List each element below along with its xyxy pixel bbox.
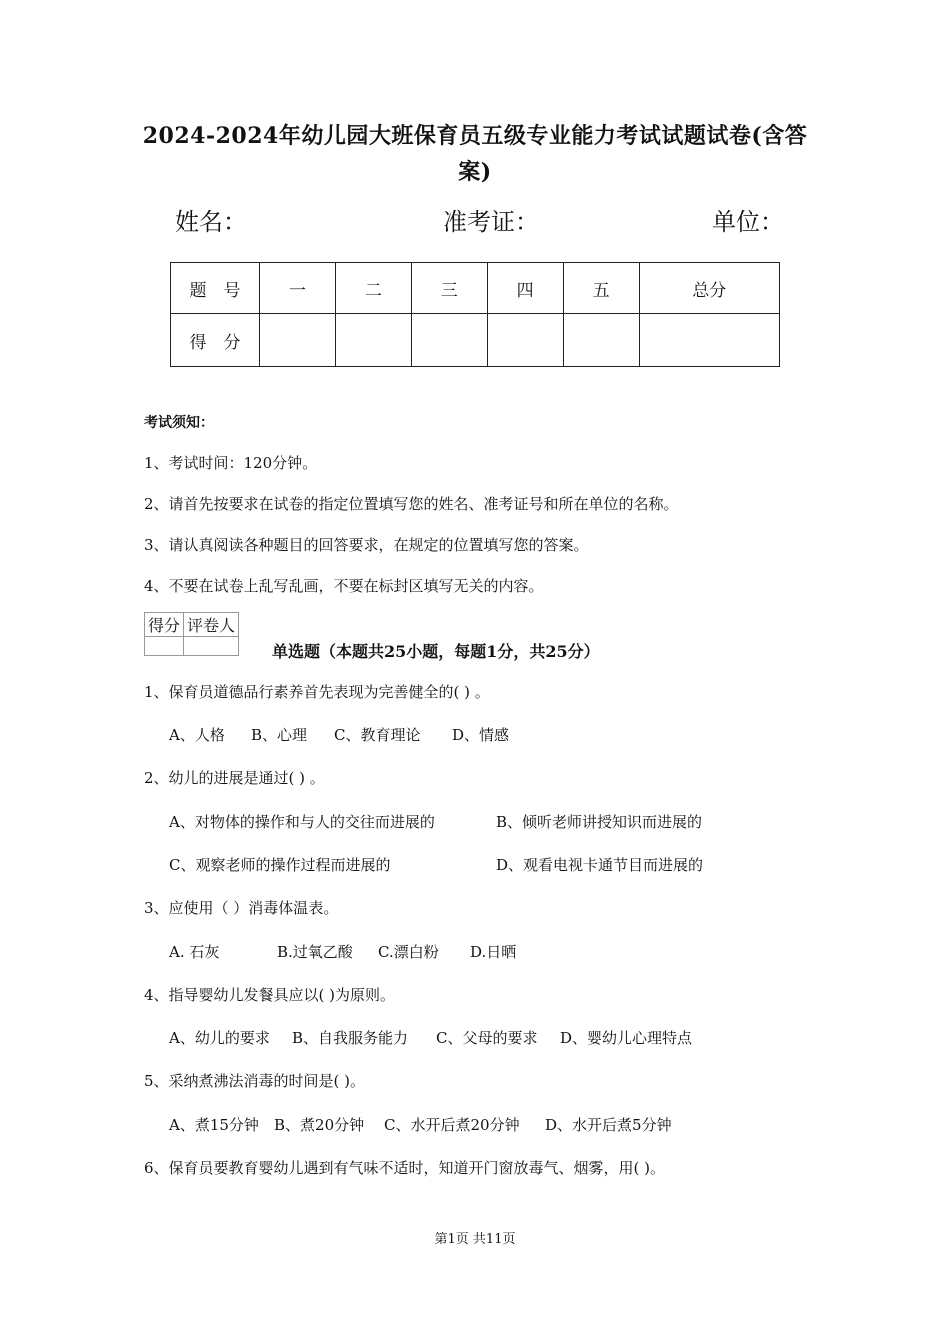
- question-text: 2、幼儿的进展是通过( ) 。: [144, 769, 325, 787]
- score-table-header-row: [171, 263, 780, 314]
- score-header-cell: 题 号: [171, 263, 260, 314]
- score-row-label: 得 分: [171, 314, 260, 367]
- candidate-fields: [175, 202, 785, 242]
- score-cell[interactable]: [260, 314, 336, 367]
- question-option: B.过氧乙酸: [277, 943, 353, 961]
- question-text: 3、应使用（ ）消毒体温表。: [144, 899, 339, 917]
- question-option: B、倾听老师讲授知识而进展的: [496, 813, 703, 831]
- question-option: C.漂白粉: [378, 943, 439, 961]
- title-line-2: 案): [458, 159, 492, 185]
- score-header-cell: 二: [335, 263, 411, 314]
- question-option: C、教育理论: [334, 726, 421, 744]
- question-option: B、自我服务能力: [292, 1029, 409, 1047]
- score-table: [170, 262, 780, 367]
- score-header-cell: 一: [260, 263, 336, 314]
- score-cell[interactable]: [335, 314, 411, 367]
- score-cell[interactable]: [639, 314, 779, 367]
- question-option: A. 石灰: [169, 943, 220, 961]
- grader-score-cell[interactable]: [145, 637, 184, 656]
- question-option: D、情感: [452, 726, 510, 744]
- question-option: C、水开后煮20分钟: [384, 1116, 520, 1134]
- question-option: C、父母的要求: [436, 1029, 538, 1047]
- question-option: A、对物体的操作和与人的交往而进展的: [169, 813, 435, 831]
- question-option: A、煮15分钟: [169, 1116, 259, 1134]
- note-item: 2、请首先按要求在试卷的指定位置填写您的姓名、准考证号和所在单位的名称。: [144, 495, 679, 513]
- name-field-label: 姓名：: [175, 208, 247, 236]
- score-cell[interactable]: [487, 314, 563, 367]
- score-cell[interactable]: [563, 314, 639, 367]
- grader-score-label: 得分: [145, 613, 184, 637]
- question-text: 5、采纳煮沸法消毒的时间是( )。: [144, 1072, 366, 1090]
- score-header-cell: 四: [487, 263, 563, 314]
- score-cell[interactable]: [411, 314, 487, 367]
- document-title: [120, 118, 830, 190]
- question-option: D、水开后煮5分钟: [545, 1116, 672, 1134]
- grader-box: [144, 612, 239, 656]
- note-item: 4、不要在试卷上乱写乱画，不要在标封区填写无关的内容。: [144, 577, 544, 595]
- question-option: A、人格: [169, 726, 225, 744]
- score-header-cell: 五: [563, 263, 639, 314]
- question-option: D、观看电视卡通节目而进展的: [496, 856, 704, 874]
- notes-title: 考试须知：: [144, 415, 214, 431]
- question-text: 1、保育员道德品行素养首先表现为完善健全的( ) 。: [144, 683, 490, 701]
- grader-reviewer-cell[interactable]: [184, 637, 239, 656]
- section-title: 单选题（本题共25小题，每题1分，共25分）: [272, 642, 600, 661]
- question-option: A、幼儿的要求: [169, 1029, 270, 1047]
- question-option: C、观察老师的操作过程而进展的: [169, 856, 391, 874]
- title-line-1: 2024-2024年幼儿园大班保育员五级专业能力考试试题试卷(含答: [142, 123, 808, 149]
- question-text: 4、指导婴幼儿发餐具应以( )为原则。: [144, 986, 396, 1004]
- question-option: B、心理: [251, 726, 308, 744]
- exam-no-field-label: 准考证：: [443, 208, 539, 236]
- question-text: 6、保育员要教育婴幼儿遇到有气味不适时，知道开门窗放毒气、烟雾，用( )。: [144, 1159, 666, 1177]
- note-item: 1、考试时间：120分钟。: [144, 454, 318, 472]
- question-option: D、婴幼儿心理特点: [560, 1029, 693, 1047]
- score-table-score-row: [171, 314, 780, 367]
- note-item: 3、请认真阅读各种题目的回答要求，在规定的位置填写您的答案。: [144, 536, 589, 554]
- grader-reviewer-label: 评卷人: [184, 613, 239, 637]
- page-footer: 第1页 共11页: [434, 1232, 516, 1247]
- question-option: D.日晒: [470, 943, 517, 961]
- question-option: B、煮20分钟: [274, 1116, 365, 1134]
- unit-field-label: 单位：: [712, 208, 784, 236]
- score-header-cell: 总分: [639, 263, 779, 314]
- score-header-cell: 三: [411, 263, 487, 314]
